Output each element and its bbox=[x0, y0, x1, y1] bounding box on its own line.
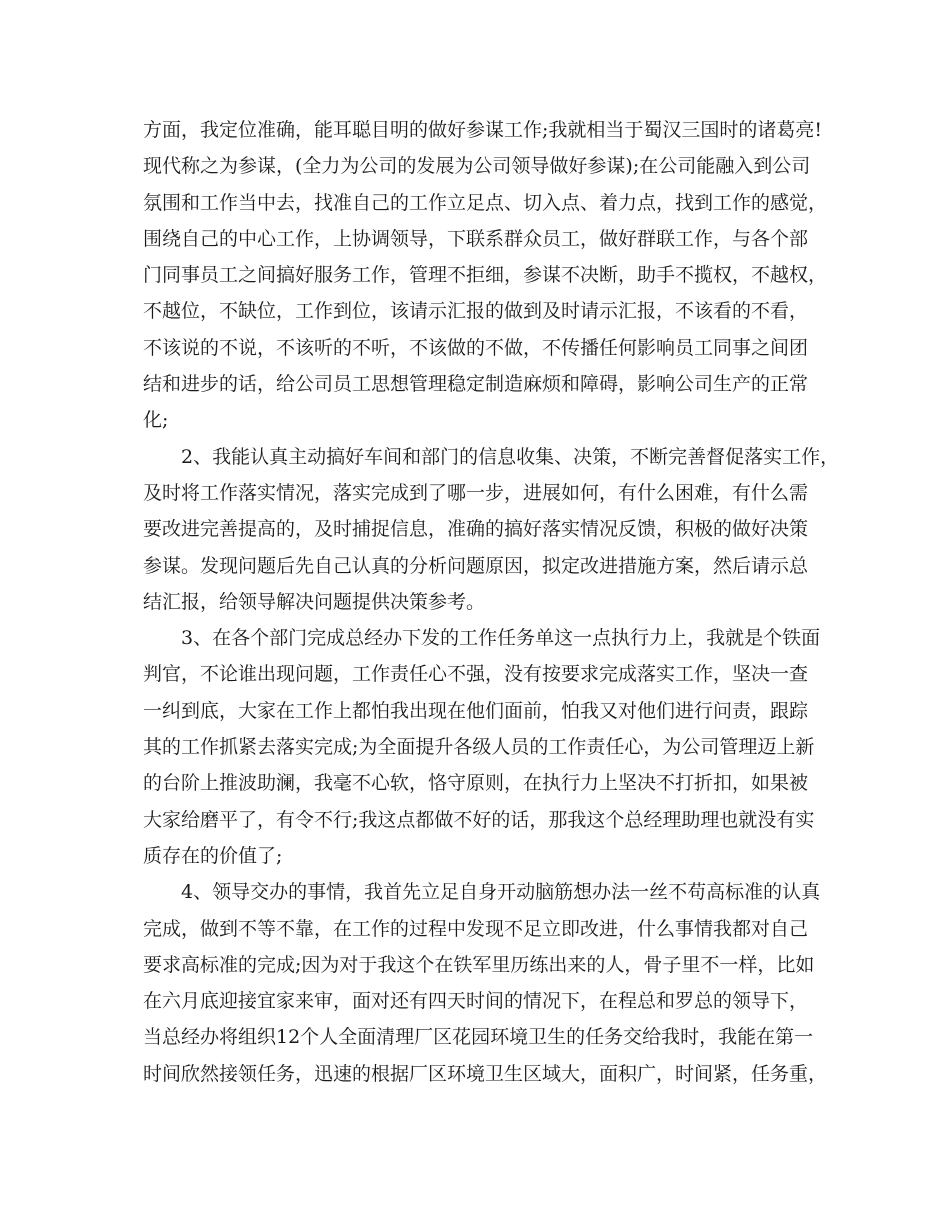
document-line: 4、领导交办的事情，我首先立足自身开动脑筋想办法一丝不苟高标准的认真 bbox=[181, 881, 821, 904]
document-line: 判官，不论谁出现问题，工作责任心不强，没有按要求完成落实工作，坚决一查 bbox=[143, 663, 809, 686]
document-line: 的台阶上推波助澜，我毫不心软，恪守原则，在执行力上坚决不打折扣，如果被 bbox=[143, 772, 809, 795]
document-line: 氛围和工作当中去，找准自己的工作立足点、切入点、着力点，找到工作的感觉， bbox=[143, 191, 828, 214]
document-line: 要求高标准的完成;因为对于我这个在铁军里历练出来的人，骨子里不一样，比如 bbox=[143, 953, 815, 976]
document-line: 不该说的不说，不该听的不听，不该做的不做，不传播任何影响员工同事之间团 bbox=[143, 336, 809, 359]
document-body bbox=[143, 112, 840, 1092]
document-line: 其的工作抓紧去落实完成;为全面提升各级人员的工作责任心，为公司管理迈上新 bbox=[143, 736, 815, 759]
document-line: 2、我能认真主动搞好车间和部门的信息收集、决策，不断完善督促落实工作， bbox=[181, 445, 840, 468]
document-line: 完成，做到不等不靠，在工作的过程中发现不足立即改进，什么事情我都对自己 bbox=[143, 917, 809, 940]
document-line: 结和进步的话，给公司员工思想管理稳定制造麻烦和障碍，影响公司生产的正常 bbox=[143, 373, 809, 396]
document-line: 化; bbox=[143, 409, 169, 432]
document-line: 现代称之为参谋，(全力为公司的发展为公司领导做好参谋);在公司能融入到公司 bbox=[143, 155, 811, 178]
document-line: 3、在各个部门完成总经办下发的工作任务单这一点执行力上，我就是个铁面 bbox=[181, 627, 821, 650]
document-line: 当总经办将组织12个人全面清理厂区花园环境卫生的任务交给我时，我能在第一 bbox=[143, 1026, 814, 1049]
document-line: 围绕自己的中心工作，上协调领导，下联系群众员工，做好群联工作，与各个部 bbox=[143, 227, 809, 250]
document-line: 要改进完善提高的，及时捕捉信息，准确的搞好落实情况反馈，积极的做好决策 bbox=[143, 518, 809, 541]
document-line: 参谋。发现问题后先自己认真的分析问题原因，拟定改进措施方案，然后请示总 bbox=[143, 554, 809, 577]
document-line: 方面，我定位准确，能耳聪目明的做好参谋工作;我就相当于蜀汉三国时的诸葛亮! bbox=[143, 119, 823, 141]
document-line: 在六月底迎接宜家来审，面对还有四天时间的情况下，在程总和罗总的领导下， bbox=[143, 990, 809, 1013]
document-line: 一纠到底，大家在工作上都怕我出现在他们面前，怕我又对他们进行问责，跟踪 bbox=[143, 699, 809, 722]
document-line: 结汇报，给领导解决问题提供决策参考。 bbox=[143, 590, 486, 613]
document-line: 及时将工作落实情况，落实完成到了哪一步，进展如何，有什么困难，有什么需 bbox=[143, 481, 809, 504]
document-line: 时间欣然接领任务，迅速的根据厂区环境卫生区域大，面积广，时间紧，任务重， bbox=[143, 1062, 828, 1085]
document-line: 门同事员工之间搞好服务工作，管理不拒细，参谋不决断，助手不揽权，不越权， bbox=[143, 264, 828, 287]
document-line: 质存在的价值了; bbox=[143, 844, 283, 867]
document-line: 不越位，不缺位，工作到位，该请示汇报的做到及时请示汇报，不该看的不看， bbox=[143, 300, 809, 323]
document-line: 大家给磨平了，有令不行;我这点都做不好的话，那我这个总经理助理也就没有实 bbox=[143, 808, 815, 831]
